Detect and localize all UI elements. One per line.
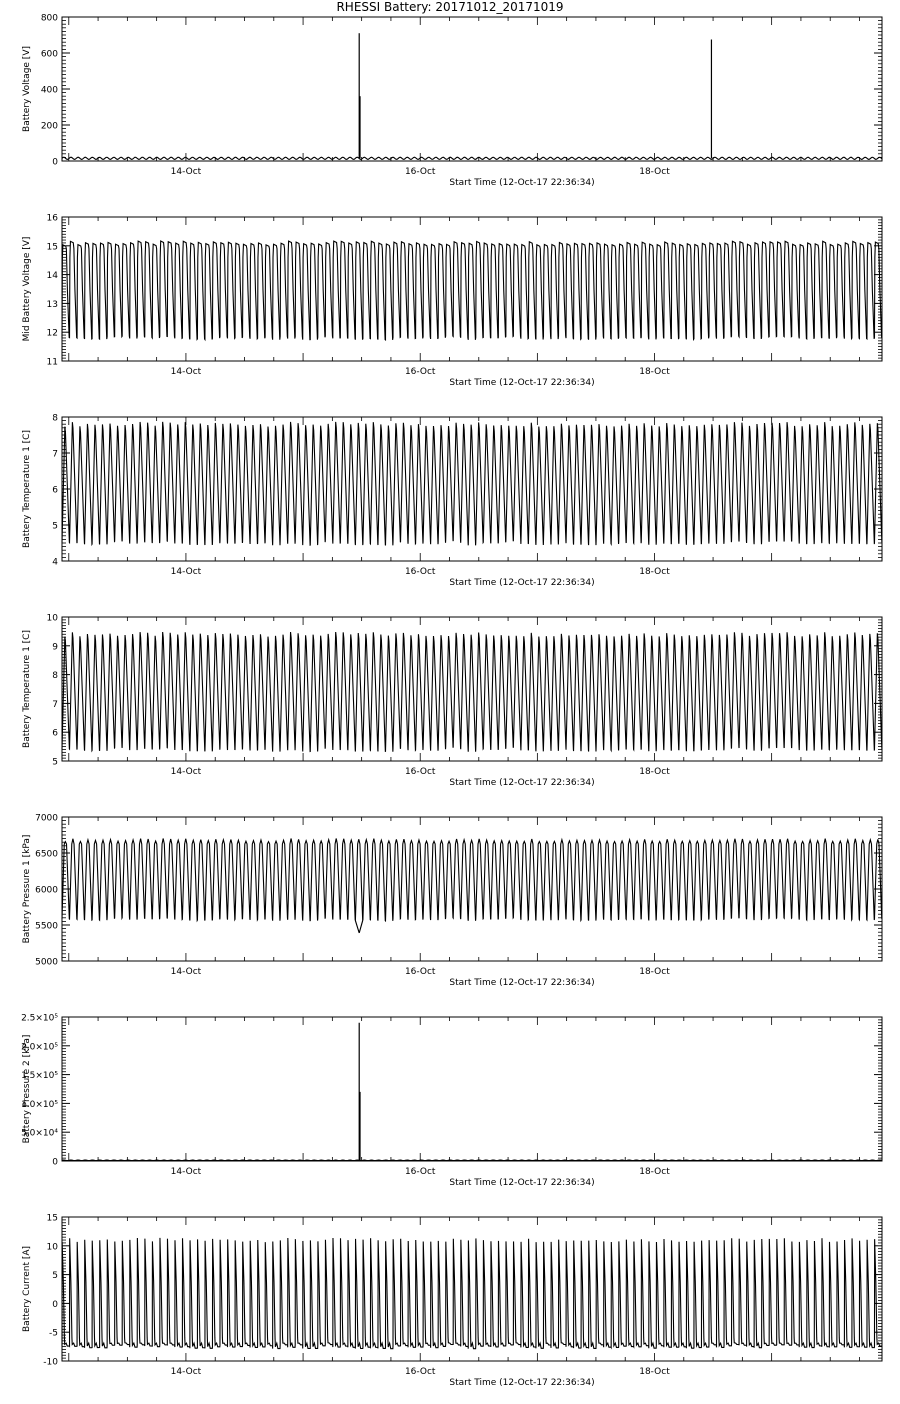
y-tick-label: 5 [52, 1271, 58, 1282]
x-tick-label: 14-Oct [170, 567, 202, 577]
x-tick-label: 14-Oct [170, 367, 202, 377]
y-tick-label: -5 [49, 1328, 58, 1339]
y-tick-label: 600 [40, 49, 58, 60]
data-series-line [62, 241, 882, 340]
chart-panel-4 [22, 614, 882, 789]
x-axis-label: Start Time (12-Oct-17 22:36:34) [449, 1178, 595, 1188]
data-series-line [62, 1160, 882, 1161]
y-tick-label: 7 [52, 449, 58, 460]
y-tick-label: 15 [46, 242, 58, 253]
x-tick-label: 18-Oct [639, 567, 670, 577]
plot-frame [62, 1017, 882, 1161]
x-tick-label: 18-Oct [639, 1167, 670, 1177]
y-tick-label: 6000 [35, 885, 58, 896]
y-axis-label: Battery Temperature 1 [C] [22, 630, 32, 748]
x-tick-label: 16-Oct [404, 1367, 436, 1377]
y-tick-label: 5000 [35, 957, 58, 968]
chart-panel-1 [22, 14, 882, 189]
y-axis-label: Battery Pressure 2 [kPa] [22, 1034, 32, 1144]
y-tick-label: 4 [52, 557, 58, 568]
x-tick-label: 14-Oct [170, 1367, 202, 1377]
data-series-line [62, 838, 882, 932]
x-tick-label: 18-Oct [639, 167, 670, 177]
x-tick-label: 14-Oct [170, 767, 202, 777]
x-axis-label: Start Time (12-Oct-17 22:36:34) [449, 178, 595, 188]
plot-frame [62, 817, 882, 961]
y-tick-label: 10 [46, 1242, 58, 1253]
data-series-line [62, 632, 882, 752]
y-tick-label: 8 [52, 671, 58, 682]
y-tick-label: 7 [52, 699, 58, 710]
y-tick-label: 10 [46, 613, 58, 624]
y-tick-label: 200 [40, 121, 58, 132]
y-axis-label: Battery Current [A] [22, 1245, 32, 1333]
x-tick-label: 18-Oct [639, 767, 670, 777]
plot-frame [62, 17, 882, 161]
chart-panel-3 [22, 414, 882, 589]
y-tick-label: 1.0×10⁵ [21, 1099, 58, 1110]
x-axis-label: Start Time (12-Oct-17 22:36:34) [449, 378, 595, 388]
y-tick-label: 5 [52, 521, 58, 532]
x-tick-label: 18-Oct [639, 367, 670, 377]
x-tick-label: 16-Oct [404, 567, 436, 577]
y-tick-label: 7000 [35, 813, 58, 824]
y-tick-label: 800 [40, 13, 58, 24]
x-tick-label: 16-Oct [404, 767, 436, 777]
data-series-line [62, 157, 882, 159]
y-tick-label: 14 [46, 271, 58, 282]
y-axis-label: Mid Battery Voltage [V] [22, 236, 32, 342]
y-tick-label: 5 [52, 757, 58, 768]
y-tick-label: 11 [46, 357, 58, 368]
y-tick-label: 0 [52, 1157, 58, 1168]
y-tick-label: 15 [46, 1213, 58, 1224]
chart-title: RHESSI Battery: 20171012_20171019 [336, 0, 564, 14]
y-tick-label: 13 [46, 299, 58, 310]
x-tick-label: 14-Oct [170, 967, 202, 977]
y-tick-label: 2.5×10⁵ [21, 1013, 58, 1024]
x-tick-label: 14-Oct [170, 1167, 202, 1177]
y-tick-label: 9 [52, 642, 58, 653]
x-tick-label: 16-Oct [404, 367, 436, 377]
y-tick-label: -10 [43, 1357, 58, 1368]
y-tick-label: 0 [52, 1299, 58, 1310]
chart-panel-6 [21, 1014, 882, 1189]
data-series-line [62, 1238, 882, 1349]
x-axis-label: Start Time (12-Oct-17 22:36:34) [449, 578, 595, 588]
y-tick-label: 6 [52, 728, 58, 739]
x-axis-label: Start Time (12-Oct-17 22:36:34) [449, 978, 595, 988]
y-axis-label: Battery Pressure 1 [kPa] [22, 834, 32, 944]
y-tick-label: 1.5×10⁵ [21, 1071, 58, 1082]
y-tick-label: 12 [46, 328, 58, 339]
x-tick-label: 16-Oct [404, 967, 436, 977]
y-tick-label: 16 [46, 213, 58, 224]
chart-panel-7 [22, 1214, 882, 1389]
y-tick-label: 5500 [35, 921, 58, 932]
x-tick-label: 18-Oct [639, 967, 670, 977]
y-tick-label: 6 [52, 485, 58, 496]
x-tick-label: 14-Oct [170, 167, 202, 177]
x-tick-label: 18-Oct [639, 1367, 670, 1377]
y-tick-label: 5.0×10⁴ [21, 1128, 58, 1139]
y-axis-label: Battery Voltage [V] [22, 46, 32, 132]
y-tick-label: 400 [40, 85, 58, 96]
y-axis-label: Battery Temperature 1 [C] [22, 430, 32, 548]
y-tick-label: 2.0×10⁵ [21, 1042, 58, 1053]
y-tick-label: 6500 [35, 849, 58, 860]
chart-panel-2 [22, 214, 882, 389]
x-axis-label: Start Time (12-Oct-17 22:36:34) [449, 778, 595, 788]
chart-panel-5 [22, 814, 882, 989]
x-tick-label: 16-Oct [404, 1167, 436, 1177]
x-tick-label: 16-Oct [404, 167, 436, 177]
y-tick-label: 8 [52, 413, 58, 424]
x-axis-label: Start Time (12-Oct-17 22:36:34) [449, 1378, 595, 1388]
y-tick-label: 0 [52, 157, 58, 168]
data-series-line [62, 422, 882, 546]
